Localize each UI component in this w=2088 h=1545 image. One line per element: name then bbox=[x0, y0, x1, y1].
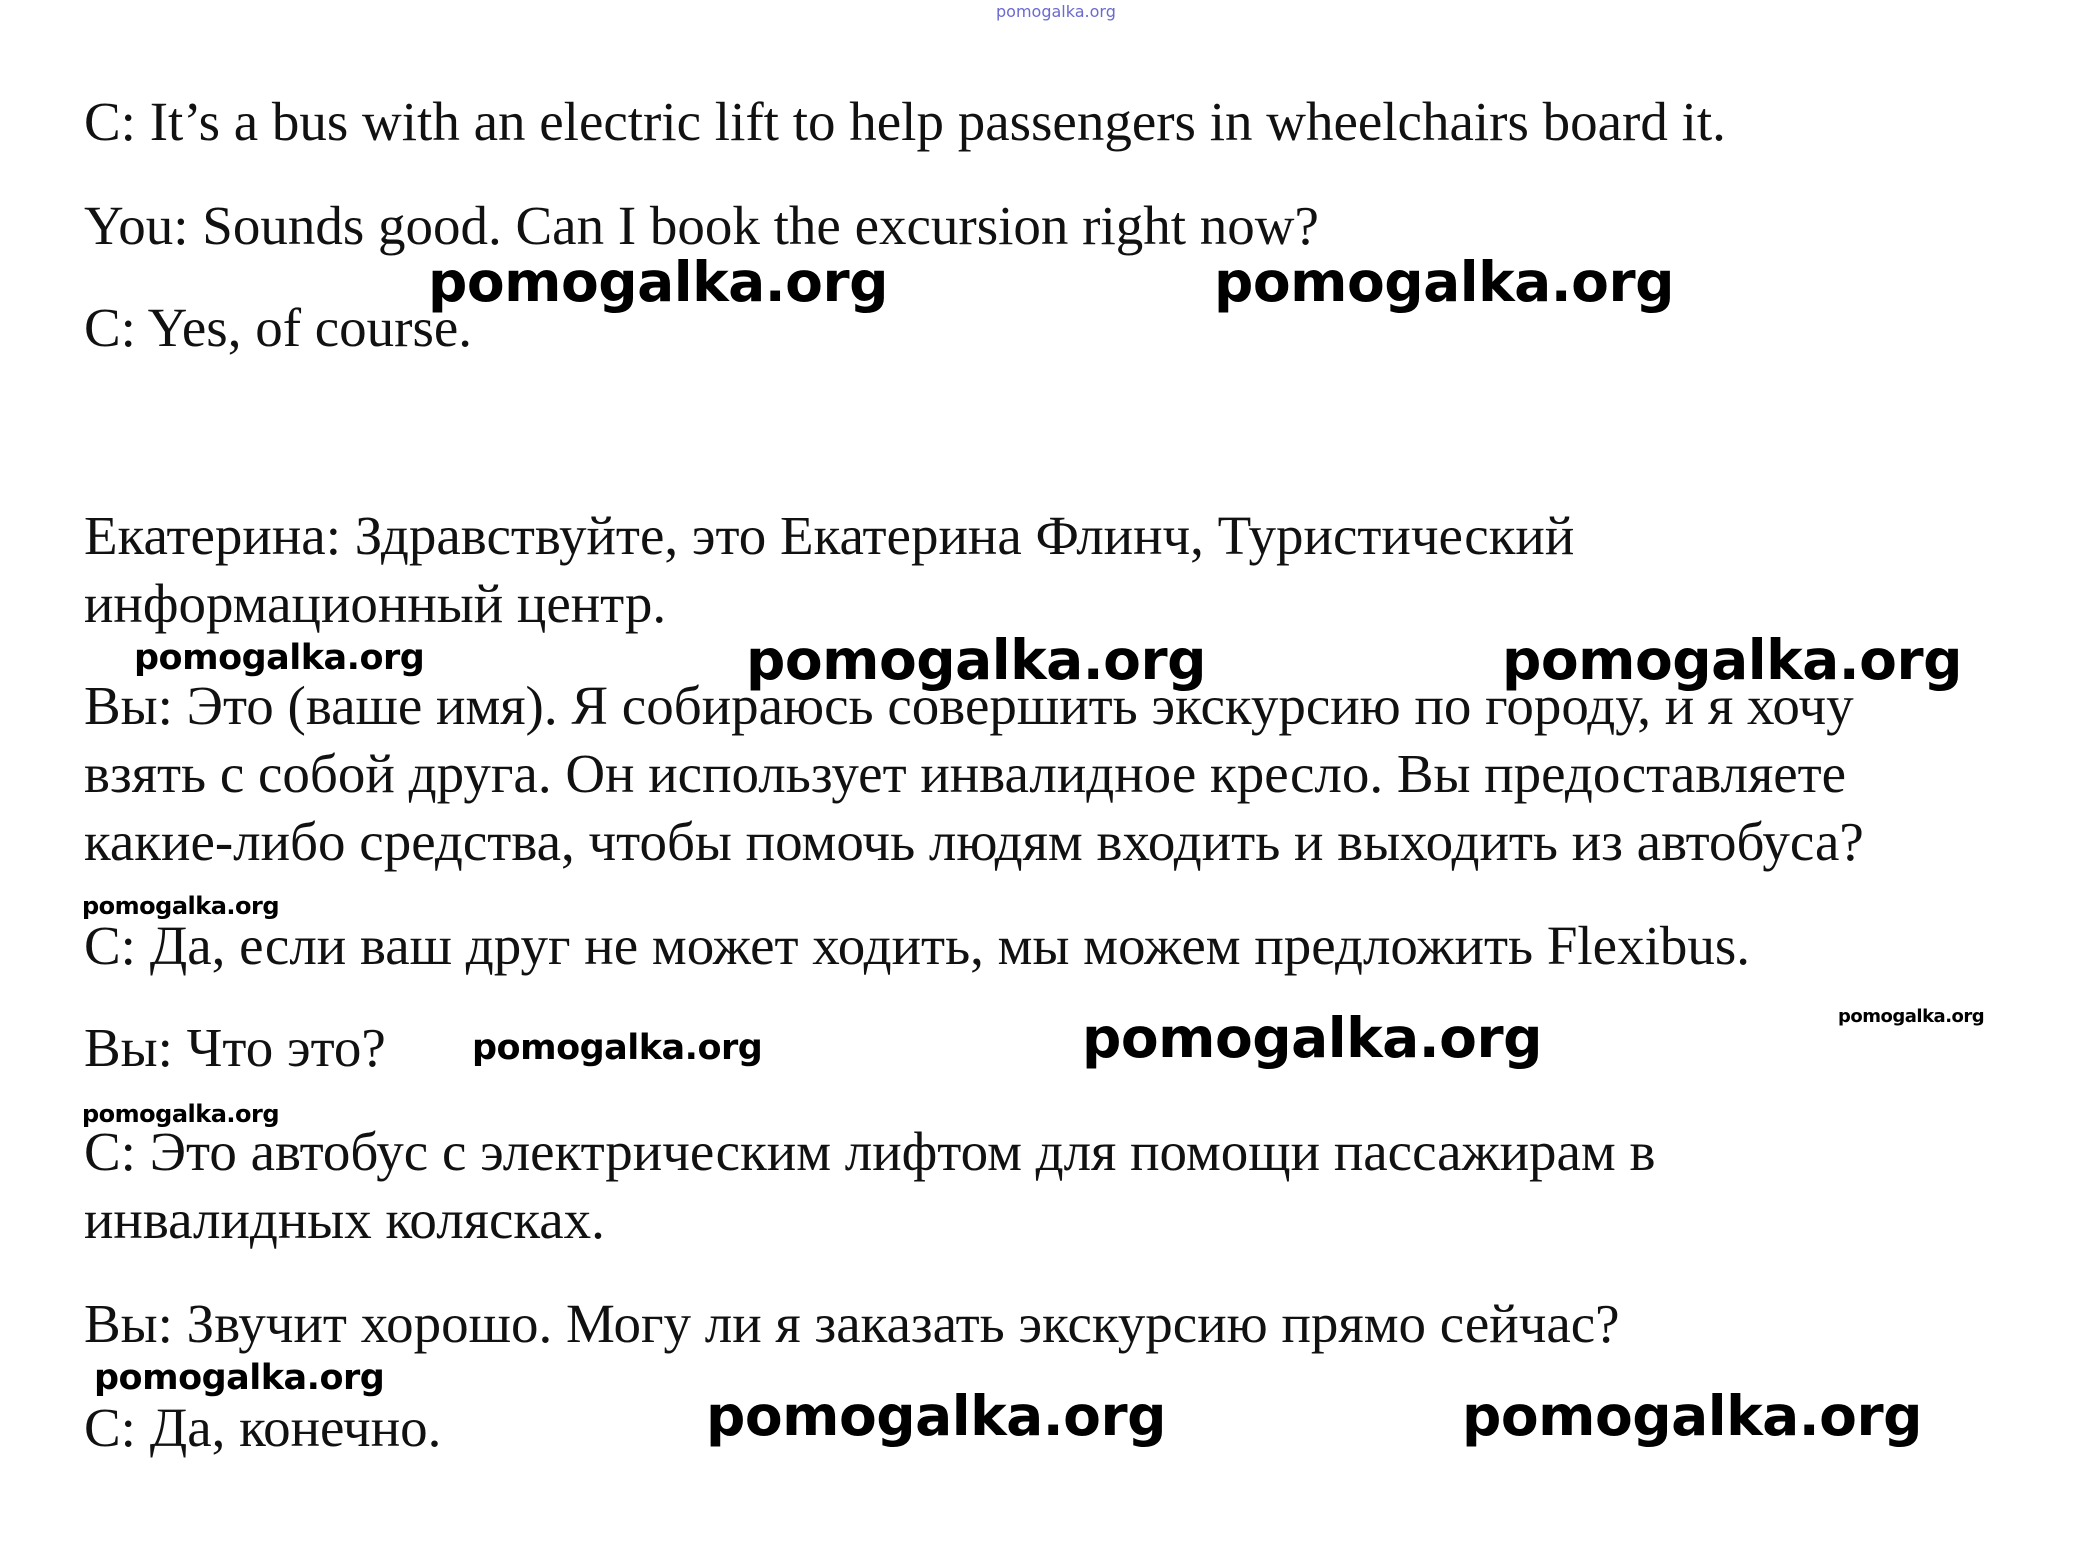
russian-p2-line-1: Вы: Это (ваше имя). Я собираюсь совершить экскурсию по городу, и я хочу bbox=[84, 675, 1854, 736]
english-line-3: C: Yes, of course. bbox=[84, 297, 473, 358]
watermark: pomogalka.org bbox=[472, 1028, 763, 1068]
watermark: pomogalka.org bbox=[706, 1384, 1166, 1448]
russian-p6-line-1: Вы: Звучит хорошо. Могу ли я заказать экскурсию прямо сейчас? bbox=[84, 1293, 1620, 1354]
watermark: pomogalka.org bbox=[82, 892, 280, 920]
watermark: pomogalka.org bbox=[1214, 250, 1674, 314]
watermark: pomogalka.org bbox=[134, 638, 425, 678]
english-line-2: You: Sounds good. Can I book the excursion right now? bbox=[84, 195, 1319, 256]
watermark: pomogalka.org bbox=[1082, 1006, 1542, 1070]
russian-p7-line-1: С: Да, конечно. bbox=[84, 1397, 442, 1458]
watermark: pomogalka.org bbox=[1838, 1006, 1985, 1027]
english-line-1: C: It’s a bus with an electric lift to help passengers in wheelchairs board it. bbox=[84, 91, 1726, 152]
russian-p2-line-2: взять с собой друга. Он использует инвалидное кресло. Вы предоставляете bbox=[84, 743, 1847, 804]
watermark: pomogalka.org bbox=[1502, 628, 1962, 692]
russian-p5-line-1: С: Это автобус с электрическим лифтом для помощи пассажирам в bbox=[84, 1121, 1656, 1182]
watermark: pomogalka.org bbox=[1462, 1384, 1922, 1448]
watermark: pomogalka.org bbox=[94, 1358, 385, 1398]
russian-p4-line-1: Вы: Что это? bbox=[84, 1017, 386, 1078]
russian-p2-line-3: какие-либо средства, чтобы помочь людям входить и выходить из автобуса? bbox=[84, 811, 1864, 872]
header-watermark: pomogalka.org bbox=[996, 2, 1116, 21]
russian-p5-line-2: инвалидных колясках. bbox=[84, 1189, 605, 1250]
russian-p1-line-2: информационный центр. bbox=[84, 573, 667, 634]
watermark: pomogalka.org bbox=[82, 1100, 280, 1128]
russian-p3-line-1: С: Да, если ваш друг не может ходить, мы можем предложить Flexibus. bbox=[84, 915, 1751, 976]
watermark: pomogalka.org bbox=[746, 628, 1206, 692]
watermark: pomogalka.org bbox=[428, 250, 888, 314]
russian-p1-line-1: Екатерина: Здравствуйте, это Екатерина Флинч, Туристический bbox=[84, 505, 1575, 566]
